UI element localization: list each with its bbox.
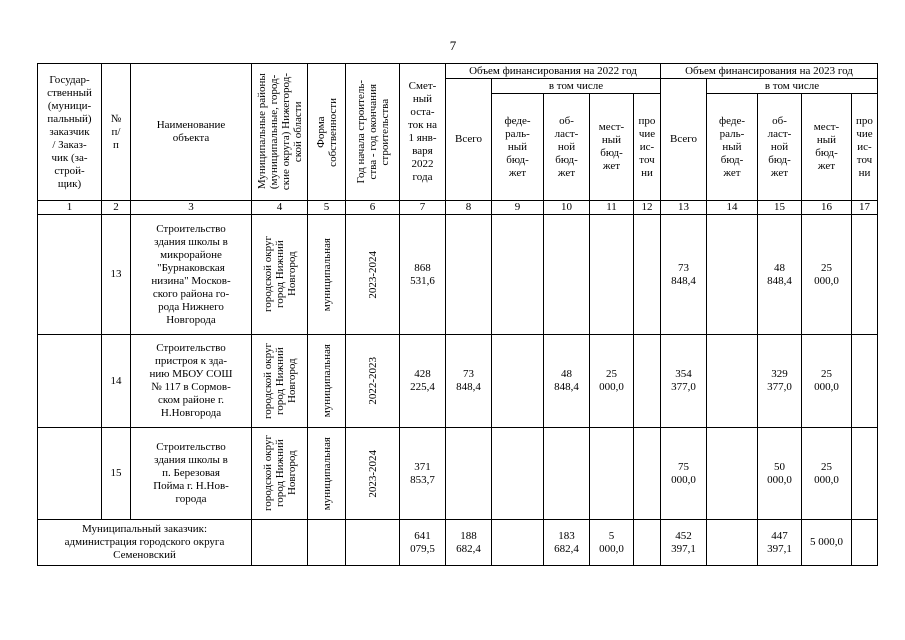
row-balance: 371 853,7 <box>400 428 446 520</box>
header-customer: Государ- ственный (муници- пальный) заказчик / Заказ- чик (за- строй- щик) <box>38 64 102 201</box>
total-2022-local: 5 000,0 <box>590 520 634 566</box>
col-num: 16 <box>802 201 852 215</box>
total-2023-other <box>852 520 878 566</box>
row-2022-total <box>446 428 492 520</box>
row-number: 13 <box>102 215 131 335</box>
total-district <box>252 520 308 566</box>
row-2022-other <box>634 215 661 335</box>
total-years <box>346 520 400 566</box>
row-object-name: Строительство здания школы в микрорайоне "Бурнаковская низина" Москов- ского района го- рода Нижнего Новгорода <box>131 215 252 335</box>
header-2022-other: про чие ис- точ ни <box>634 94 661 201</box>
row-number: 15 <box>102 428 131 520</box>
row-district: городской округ город Нижний Новгород <box>252 428 308 520</box>
row-2023-federal <box>707 428 758 520</box>
row-2022-local: 25 000,0 <box>590 335 634 428</box>
row-2023-regional: 48 848,4 <box>758 215 802 335</box>
total-label: Муниципальный заказчик: администрация городского округа Семеновский <box>38 520 252 566</box>
col-num: 17 <box>852 201 878 215</box>
col-num: 11 <box>590 201 634 215</box>
row-balance: 868 531,6 <box>400 215 446 335</box>
header-balance: Смет- ный оста- ток на 1 янв- варя 2022 года <box>400 64 446 201</box>
row-2023-regional: 329 377,0 <box>758 335 802 428</box>
row-2022-total: 73 848,4 <box>446 335 492 428</box>
header-fin-2023: Объем финансирования на 2023 год <box>661 64 878 79</box>
row-2022-regional <box>544 428 590 520</box>
col-num: 10 <box>544 201 590 215</box>
header-2023-regional: об- ласт- ной бюд- жет <box>758 94 802 201</box>
row-years: 2022-2023 <box>346 335 400 428</box>
row-customer <box>38 215 102 335</box>
row-balance: 428 225,4 <box>400 335 446 428</box>
row-ownership: муниципальная <box>308 335 346 428</box>
header-2023-incl: в том числе <box>707 79 878 94</box>
total-balance: 641 079,5 <box>400 520 446 566</box>
row-2023-federal <box>707 215 758 335</box>
row-2023-local: 25 000,0 <box>802 428 852 520</box>
row-number: 14 <box>102 335 131 428</box>
header-2023-total: Всего <box>661 79 707 201</box>
col-num: 14 <box>707 201 758 215</box>
page-number: 7 <box>449 38 457 53</box>
table-row <box>38 428 878 520</box>
header-object-name: Наименование объекта <box>131 64 252 201</box>
total-ownership <box>308 520 346 566</box>
total-2022-other <box>634 520 661 566</box>
header-years: Год начала строитель- ства - год окончания строительства <box>346 64 400 201</box>
financing-table <box>37 63 878 566</box>
table-row <box>38 335 878 428</box>
header-ownership: Форма собственности <box>308 64 346 201</box>
header-2022-regional: об- ласт- ной бюд- жет <box>544 94 590 201</box>
row-ownership: муниципальная <box>308 428 346 520</box>
column-number-row <box>38 201 878 215</box>
row-2023-federal <box>707 335 758 428</box>
row-2023-total: 75 000,0 <box>661 428 707 520</box>
row-2022-total <box>446 215 492 335</box>
total-row <box>38 520 878 566</box>
row-2022-federal <box>492 428 544 520</box>
col-num: 1 <box>38 201 102 215</box>
header-districts: Муниципальные районы (муниципальные, город- ские округа) Нижегород- ской области <box>252 64 308 201</box>
row-2022-local <box>590 428 634 520</box>
total-2023-total: 452 397,1 <box>661 520 707 566</box>
row-2022-federal <box>492 335 544 428</box>
header-2022-federal: феде- раль- ный бюд- жет <box>492 94 544 201</box>
row-years: 2023-2024 <box>346 428 400 520</box>
header-2022-local: мест- ный бюд- жет <box>590 94 634 201</box>
row-district: городской округ город Нижний Новгород <box>252 335 308 428</box>
row-2022-regional: 48 848,4 <box>544 335 590 428</box>
row-2022-federal <box>492 215 544 335</box>
row-2023-other <box>852 215 878 335</box>
row-customer <box>38 428 102 520</box>
col-num: 5 <box>308 201 346 215</box>
row-2022-regional <box>544 215 590 335</box>
row-2023-regional: 50 000,0 <box>758 428 802 520</box>
col-num: 6 <box>346 201 400 215</box>
col-num: 7 <box>400 201 446 215</box>
row-2023-local: 25 000,0 <box>802 215 852 335</box>
row-2023-total: 354 377,0 <box>661 335 707 428</box>
col-num: 3 <box>131 201 252 215</box>
row-district: городской округ город Нижний Новгород <box>252 215 308 335</box>
row-customer <box>38 335 102 428</box>
row-2022-other <box>634 335 661 428</box>
total-2023-regional: 447 397,1 <box>758 520 802 566</box>
col-num: 12 <box>634 201 661 215</box>
row-2023-other <box>852 428 878 520</box>
col-num: 9 <box>492 201 544 215</box>
row-2023-total: 73 848,4 <box>661 215 707 335</box>
header-2022-total: Всего <box>446 79 492 201</box>
header-2023-local: мест- ный бюд- жет <box>802 94 852 201</box>
col-num: 8 <box>446 201 492 215</box>
header-fin-2022: Объем финансирования на 2022 год <box>446 64 661 79</box>
table-row <box>38 215 878 335</box>
total-2022-total: 188 682,4 <box>446 520 492 566</box>
row-2023-other <box>852 335 878 428</box>
total-2023-local: 5 000,0 <box>802 520 852 566</box>
row-2022-other <box>634 428 661 520</box>
col-num: 2 <box>102 201 131 215</box>
col-num: 4 <box>252 201 308 215</box>
total-2022-regional: 183 682,4 <box>544 520 590 566</box>
header-2023-other: про чие ис- точ ни <box>852 94 878 201</box>
row-2023-local: 25 000,0 <box>802 335 852 428</box>
row-object-name: Строительство здания школы в п. Березовая Пойма г. Н.Нов- города <box>131 428 252 520</box>
row-years: 2023-2024 <box>346 215 400 335</box>
row-2022-local <box>590 215 634 335</box>
col-num: 13 <box>661 201 707 215</box>
total-2023-federal <box>707 520 758 566</box>
total-2022-federal <box>492 520 544 566</box>
col-num: 15 <box>758 201 802 215</box>
header-number: № п/ п <box>102 64 131 201</box>
header-2023-federal: феде- раль- ный бюд- жет <box>707 94 758 201</box>
row-ownership: муниципальная <box>308 215 346 335</box>
header-row-1 <box>38 64 878 79</box>
row-object-name: Строительство пристроя к зда- нию МБОУ СОШ № 117 в Сормов- ском районе г. Н.Новгорода <box>131 335 252 428</box>
header-2022-incl: в том числе <box>492 79 661 94</box>
